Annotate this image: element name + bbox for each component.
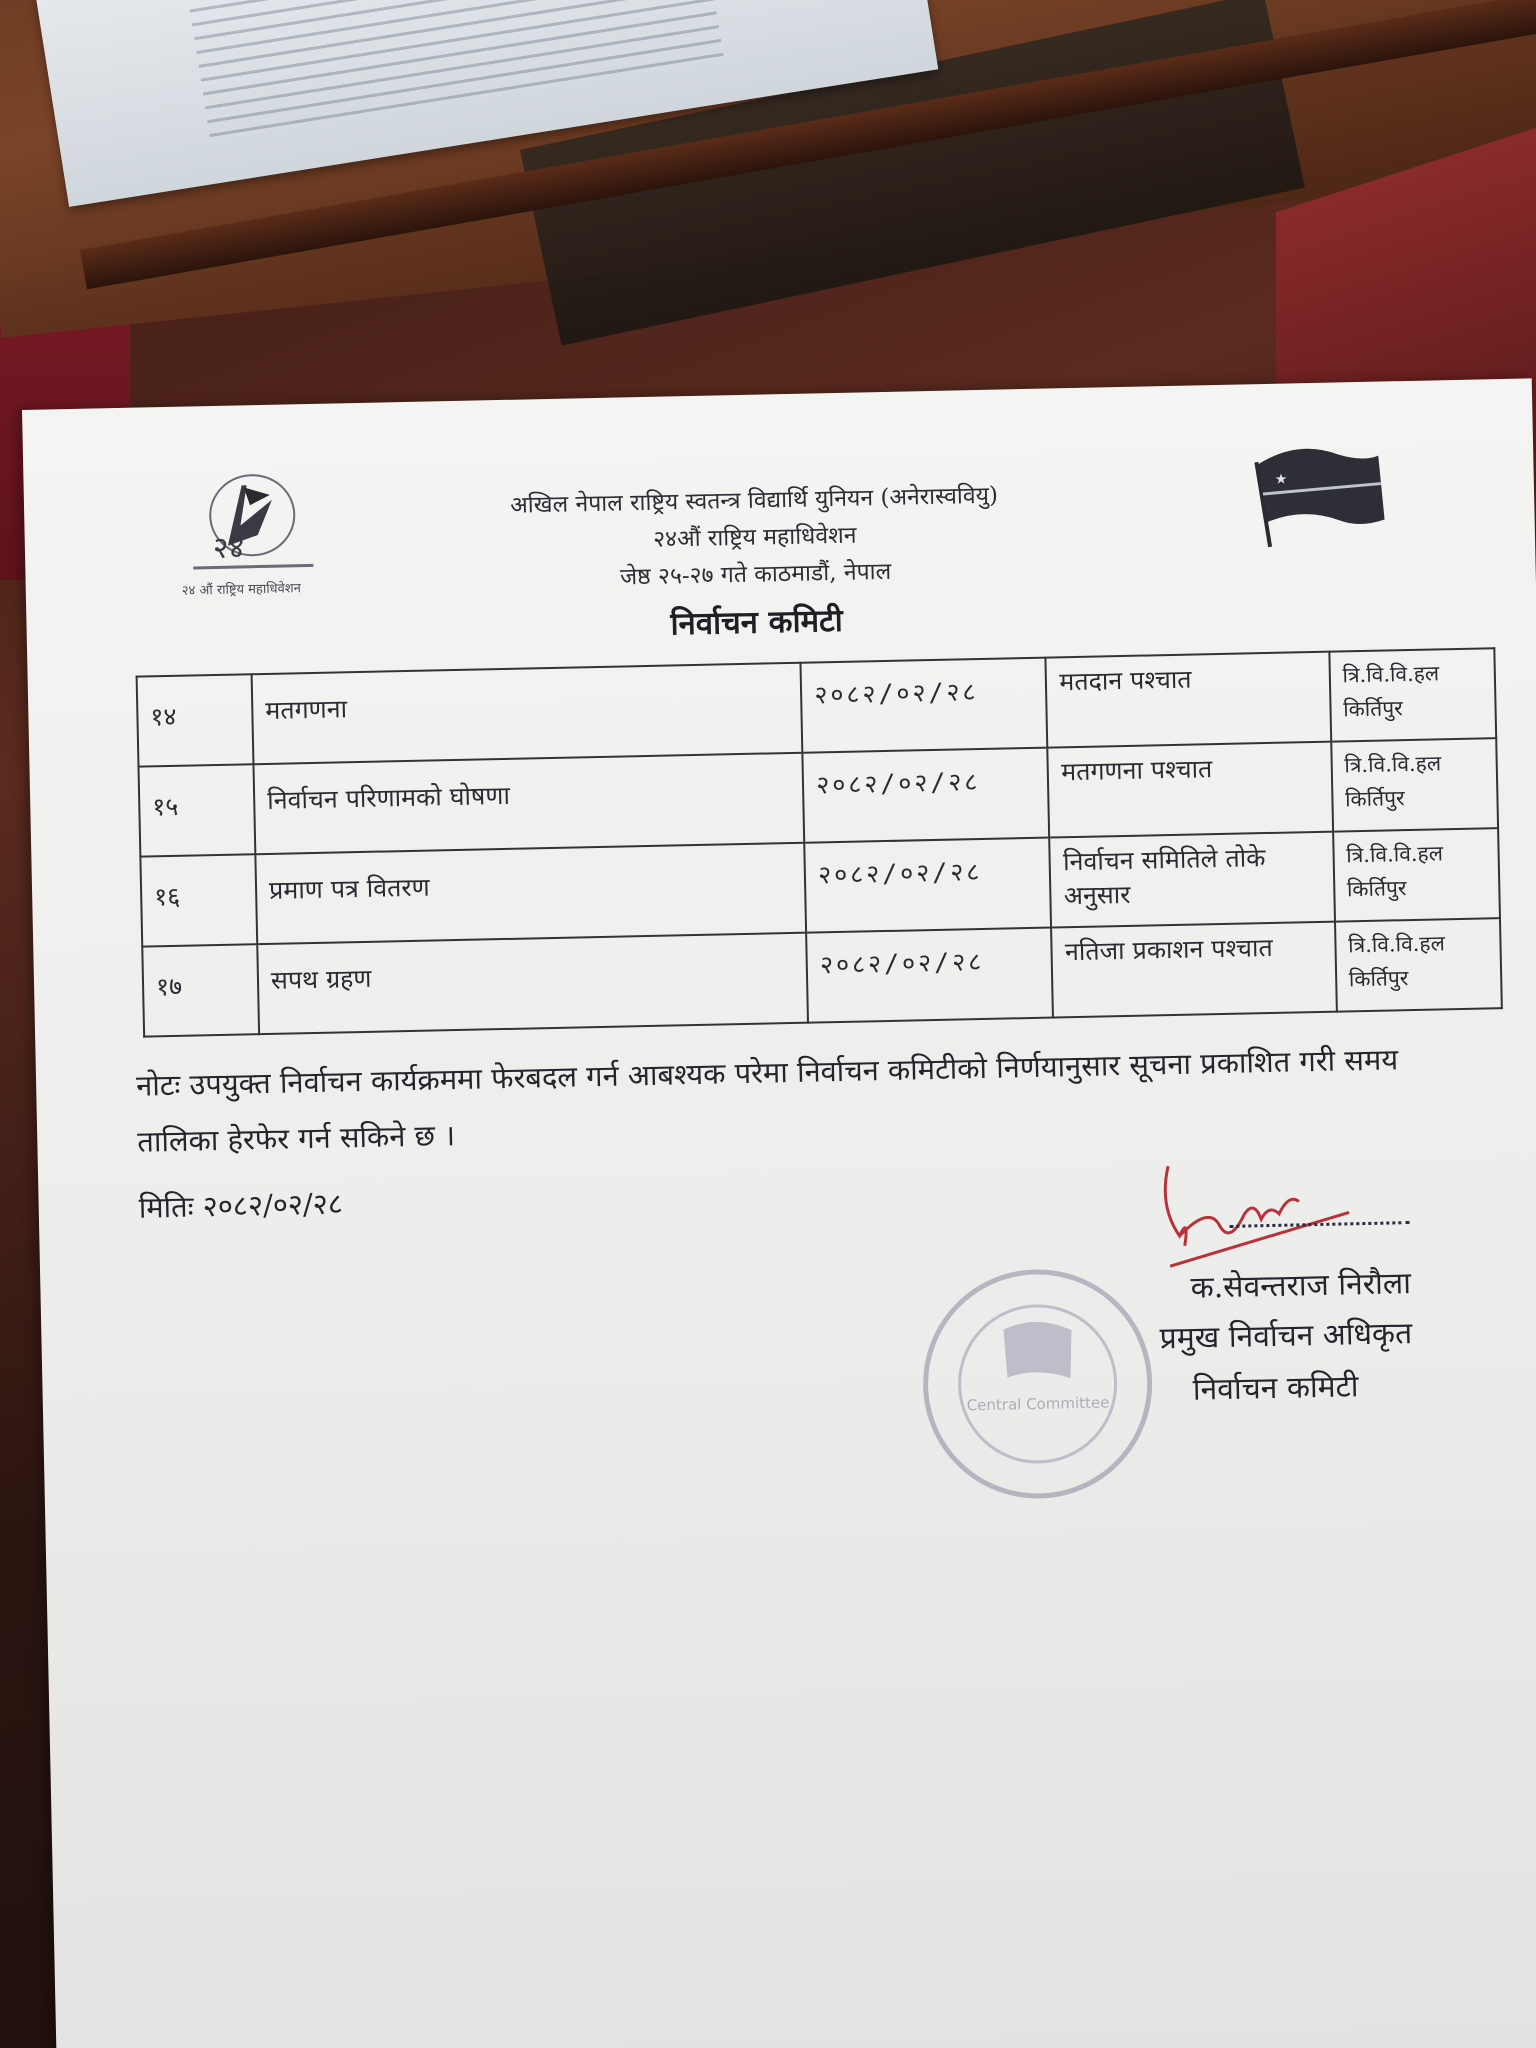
svg-text:Central Committee: Central Committee bbox=[966, 1393, 1110, 1415]
official-stamp-icon bbox=[910, 1256, 1165, 1511]
signatory-name: क.सेवन्तराज निरौला bbox=[1190, 1266, 1412, 1306]
notice-document bbox=[22, 378, 1536, 2048]
serial-number: १४ bbox=[137, 674, 254, 766]
convention-name: २४औं राष्ट्रिय महाधिवेशन bbox=[652, 522, 857, 553]
time: नतिजा प्रकाशन पश्चात bbox=[1051, 922, 1336, 1018]
date: २०८२/०२/२८ bbox=[801, 658, 1048, 753]
svg-text:२४ औं राष्ट्रिय महाधिवेशन: २४ औं राष्ट्रिय महाधिवेशन bbox=[181, 581, 302, 599]
date: २०८२/०२/२८ bbox=[805, 838, 1052, 933]
issue-date: मितिः २०८२/०२/२८ bbox=[138, 1186, 344, 1225]
svg-text:२४: २४ bbox=[212, 530, 245, 567]
convention-logo-icon bbox=[171, 464, 334, 607]
time: निर्वाचन समितिले तोके अनुसार bbox=[1050, 832, 1335, 928]
date: २०८२/०२/२८ bbox=[803, 748, 1050, 843]
activity: निर्वाचन परिणामको घोषणा bbox=[253, 753, 804, 854]
venue: त्रि.वि.वि.हल किर्तिपुर bbox=[1335, 918, 1502, 1011]
serial-number: १७ bbox=[142, 944, 259, 1036]
schedule-table bbox=[136, 647, 1503, 1037]
activity: प्रमाण पत्र वितरण bbox=[255, 843, 806, 944]
serial-number: १६ bbox=[140, 854, 257, 946]
serial-number: १५ bbox=[138, 764, 255, 856]
committee-title: निर्वाचन कमिटी bbox=[670, 602, 844, 643]
activity: मतगणना bbox=[252, 663, 803, 764]
organization-name: अखिल नेपाल राष्ट्रिय स्वतन्त्र विद्यार्थि युनियन (अनेरास्ववियु) bbox=[509, 482, 999, 519]
time: मतदान पश्चात bbox=[1046, 652, 1331, 748]
signatory-title: प्रमुख निर्वाचन अधिकृत bbox=[1159, 1316, 1413, 1357]
union-flag-icon bbox=[1248, 439, 1390, 552]
date: २०८२/०२/२८ bbox=[806, 928, 1053, 1023]
activity: सपथ ग्रहण bbox=[257, 933, 808, 1034]
date-and-venue: जेष्ठ २५-२७ गते काठमाडौं, नेपाल bbox=[619, 558, 892, 591]
venue: त्रि.वि.वि.हल किर्तिपुर bbox=[1329, 648, 1496, 741]
venue: त्रि.वि.वि.हल किर्तिपुर bbox=[1333, 828, 1500, 921]
venue: त्रि.वि.वि.हल किर्तिपुर bbox=[1331, 738, 1498, 831]
svg-text:★: ★ bbox=[1274, 471, 1288, 488]
time: मतगणना पश्चात bbox=[1048, 742, 1333, 838]
note-text: नोटः उपयुक्त निर्वाचन कार्यक्रममा फेरबदल गर्न आबश्यक परेमा निर्वाचन कमिटीको निर्णयानुसार सूचना प्रकाशित गरी समय तालिका हेरफेर गर्न सकिने छ । bbox=[135, 1042, 1399, 1159]
signatory-committee: निर्वाचन कमिटी bbox=[1192, 1369, 1359, 1408]
